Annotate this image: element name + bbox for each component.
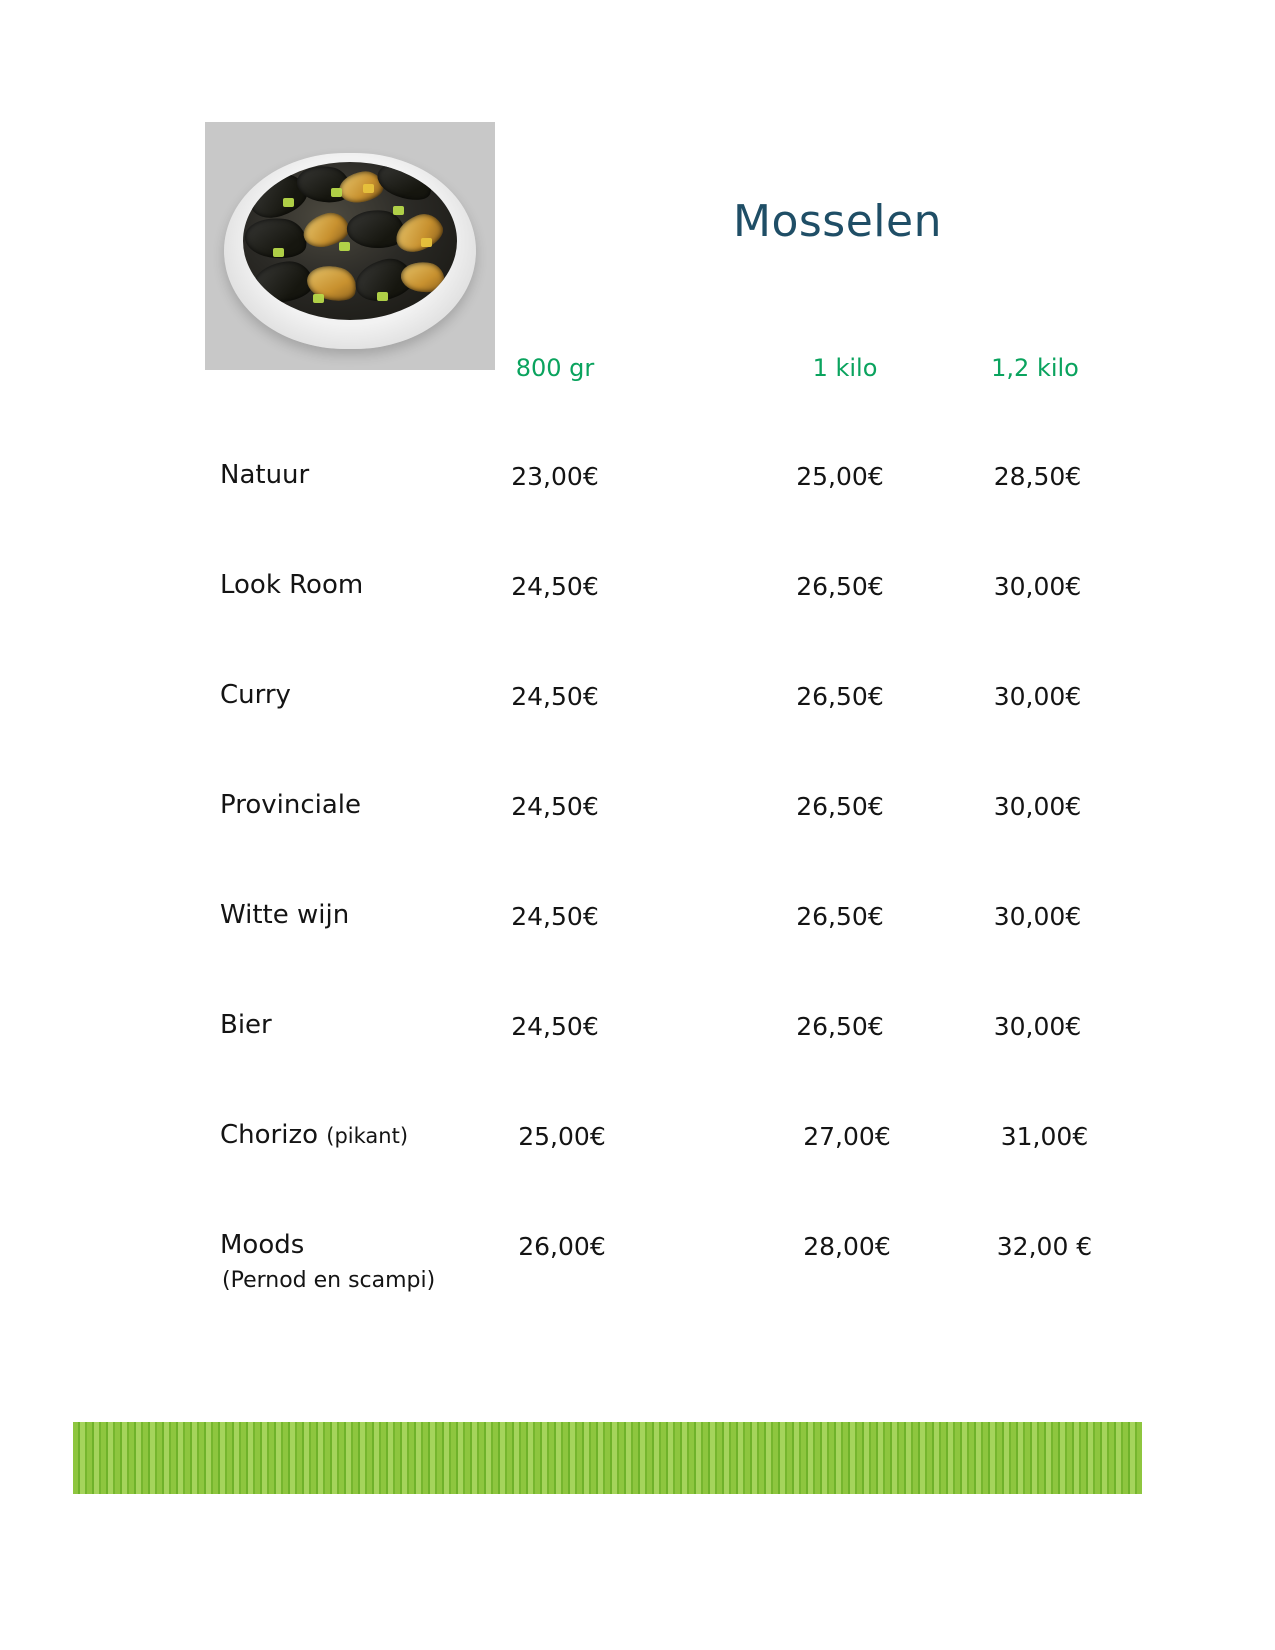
carrot-bit-icon xyxy=(363,184,374,193)
column-header-12kilo: 1,2 kilo xyxy=(991,354,1079,382)
footer-stripe-band xyxy=(73,1422,1142,1494)
price-12kilo: 31,00€ xyxy=(1000,1122,1089,1151)
item-name: Chorizo (pikant) xyxy=(220,1120,409,1150)
column-header-800gr: 800 gr xyxy=(515,354,595,382)
table-row xyxy=(0,1112,1275,1222)
price-12kilo: 30,00€ xyxy=(993,1012,1082,1041)
price-12kilo: 30,00€ xyxy=(993,682,1082,711)
shell-icon xyxy=(251,259,315,305)
table-row xyxy=(0,892,1275,1002)
item-name: Look Room xyxy=(220,570,364,600)
item-name: Bier xyxy=(220,1010,272,1040)
price-800gr: 24,50€ xyxy=(511,902,599,931)
price-800gr: 26,00€ xyxy=(518,1232,606,1261)
price-800gr: 24,50€ xyxy=(511,572,599,601)
price-800gr: 24,50€ xyxy=(511,1012,599,1041)
table-row xyxy=(0,452,1275,562)
price-1kilo: 26,50€ xyxy=(796,902,884,931)
column-header-1kilo: 1 kilo xyxy=(812,354,878,382)
price-1kilo: 25,00€ xyxy=(796,462,884,491)
price-800gr: 23,00€ xyxy=(511,462,599,491)
item-name: Moods xyxy=(220,1230,305,1260)
leek-bit-icon xyxy=(273,248,284,257)
price-800gr: 24,50€ xyxy=(511,792,599,821)
table-row xyxy=(0,1002,1275,1112)
table-row xyxy=(0,1222,1275,1332)
page-title: Mosselen xyxy=(733,196,942,247)
item-subtitle: (Pernod en scampi) xyxy=(222,1268,436,1293)
price-12kilo: 32,00 € xyxy=(996,1232,1093,1261)
price-12kilo: 30,00€ xyxy=(993,792,1082,821)
item-name: Provinciale xyxy=(220,790,362,820)
table-row xyxy=(0,672,1275,782)
price-1kilo: 27,00€ xyxy=(803,1122,891,1151)
price-1kilo: 26,50€ xyxy=(796,572,884,601)
item-name: Natuur xyxy=(220,460,310,490)
leek-bit-icon xyxy=(313,294,324,303)
price-1kilo: 26,50€ xyxy=(796,682,884,711)
item-name: Witte wijn xyxy=(220,900,350,930)
price-1kilo: 26,50€ xyxy=(796,1012,884,1041)
price-800gr: 25,00€ xyxy=(518,1122,606,1151)
item-note: (pikant) xyxy=(326,1124,409,1148)
price-800gr: 24,50€ xyxy=(511,682,599,711)
shell-open-icon xyxy=(303,260,360,306)
price-1kilo: 26,50€ xyxy=(796,792,884,821)
price-12kilo: 30,00€ xyxy=(993,572,1082,601)
table-row xyxy=(0,562,1275,672)
table-row xyxy=(0,782,1275,892)
leek-bit-icon xyxy=(377,292,388,301)
price-12kilo: 30,00€ xyxy=(993,902,1082,931)
item-name: Curry xyxy=(220,680,291,710)
price-12kilo: 28,50€ xyxy=(993,462,1082,491)
price-1kilo: 28,00€ xyxy=(803,1232,891,1261)
price-table xyxy=(0,452,1275,1332)
